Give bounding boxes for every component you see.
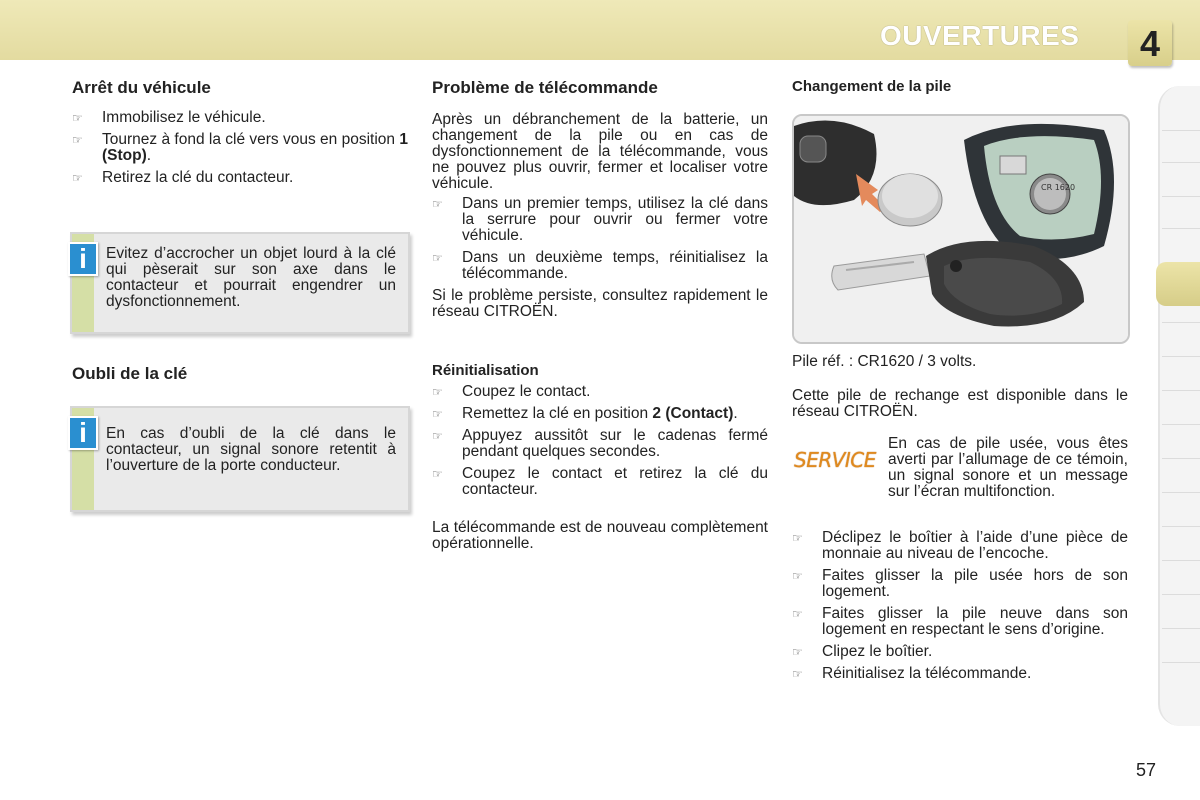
section-title-probleme: Problème de télécommande — [432, 78, 658, 97]
bullet-hand-icon: ☞ — [792, 607, 803, 621]
battery-label: CR 1620 — [1041, 183, 1076, 192]
tab-divider — [1162, 356, 1200, 357]
bullet-hand-icon: ☞ — [792, 667, 803, 681]
bullet-hand-icon: ☞ — [72, 171, 83, 185]
bullet-hand-icon: ☞ — [432, 197, 443, 211]
tab-divider — [1162, 492, 1200, 493]
page-number: 57 — [1136, 760, 1157, 780]
info-icon: i — [68, 416, 98, 450]
tab-divider — [1162, 130, 1200, 131]
tab-divider — [1162, 390, 1200, 391]
list-item: ☞ Appuyez aussitôt sur le cadenas fermé pendant quelques secondes. — [432, 427, 768, 460]
list-item: ☞ Tournez à fond la clé vers vous en position 1 (Stop). — [72, 131, 408, 164]
section-title-pile: Changement de la pile — [792, 78, 952, 95]
bullet-hand-icon: ☞ — [72, 111, 83, 125]
key-illustration — [794, 116, 1128, 342]
service-warning-icon: SERVICE — [794, 448, 876, 472]
chapter-title: OUVERTURES — [880, 20, 1080, 51]
tab-divider — [1162, 458, 1200, 459]
section-title-arret: Arrêt du véhicule — [72, 78, 211, 97]
list-item: ☞ Déclipez le boîtier à l’aide d’une pièce de monnaie au niveau de l’encoche. — [792, 529, 1128, 562]
tab-divider — [1162, 560, 1200, 561]
bullet-hand-icon: ☞ — [792, 569, 803, 583]
bullet-hand-icon: ☞ — [432, 407, 443, 421]
bullet-hand-icon: ☞ — [432, 467, 443, 481]
tab-divider — [1162, 628, 1200, 629]
bullet-hand-icon: ☞ — [432, 429, 443, 443]
bullet-hand-icon: ☞ — [792, 645, 803, 659]
section-title-reinit: Réinitialisation — [432, 362, 539, 379]
tab-divider — [1162, 162, 1200, 163]
list-item: ☞ Faites glisser la pile neuve dans son logement en respectant le sens d’origine. — [792, 605, 1128, 638]
list-item: ☞ Coupez le contact. — [432, 383, 591, 400]
info-text: En cas d’oubli de la clé dans le contacteur, un signal sonore retentit à l’ouverture de la porte conducteur. — [106, 425, 396, 474]
chapter-number: 4 — [1128, 20, 1172, 66]
probleme-intro: Après un débranchement de la batterie, un changement de la pile ou en cas de dysfonctionnement de la télécommande, vous ne pouvez plus ouvrir, fermer et localiser votre véhicule. — [432, 111, 768, 192]
tab-divider — [1162, 322, 1200, 323]
reinit-list — [432, 384, 768, 504]
tab-divider — [1162, 526, 1200, 527]
list-item: ☞ Coupez le contact et retirez la clé du contacteur. — [432, 465, 768, 498]
info-icon: i — [68, 242, 98, 276]
list-item: ☞ Faites glisser la pile usée hors de son logement. — [792, 567, 1128, 600]
tab-active-chapter[interactable] — [1156, 262, 1200, 306]
list-item: ☞ Remettez la clé en position 2 (Contact). — [432, 405, 738, 422]
list-item: ☞ Retirez la clé du contacteur. — [72, 169, 294, 186]
tab-divider — [1162, 424, 1200, 425]
reinit-final: La télécommande est de nouveau complètement opérationnelle. — [432, 519, 768, 552]
bullet-hand-icon: ☞ — [432, 251, 443, 265]
pile-reference: Pile réf. : CR1620 / 3 volts. — [792, 353, 977, 370]
bullet-hand-icon: ☞ — [792, 531, 803, 545]
pile-steps — [792, 530, 1128, 688]
arret-list — [72, 110, 408, 192]
tab-divider — [1162, 196, 1200, 197]
tab-divider — [1162, 228, 1200, 229]
probleme-steps — [432, 196, 768, 288]
tab-divider — [1162, 662, 1200, 663]
probleme-persist: Si le problème persiste, consultez rapidement le réseau CITROËN. — [432, 287, 768, 320]
service-text: En cas de pile usée, vous êtes averti par l’allumage de ce témoin, un signal sonore et un message sur l’écran multifonction. — [888, 435, 1128, 500]
list-item: ☞ Dans un premier temps, utilisez la clé dans la serrure pour ouvrir ou fermer votre véhicule. — [432, 195, 768, 244]
list-item: ☞ Immobilisez le véhicule. — [72, 109, 266, 126]
section-title-oubli: Oubli de la clé — [72, 364, 188, 383]
bullet-hand-icon: ☞ — [72, 133, 83, 147]
info-box-accroche — [70, 232, 410, 334]
list-item: ☞ Dans un deuxième temps, réinitialisez la télécommande. — [432, 249, 768, 282]
list-item: ☞ Clipez le boîtier. — [792, 643, 933, 660]
info-text: Evitez d’accrocher un objet lourd à la clé qui pèserait sur son axe dans le contacteur et pourrait engendrer un dysfonctionnement. — [106, 245, 396, 310]
chapter-tabs — [1158, 86, 1200, 726]
list-item: ☞ Réinitialisez la télécommande. — [792, 665, 1032, 682]
info-box-oubli — [70, 406, 410, 512]
bullet-hand-icon: ☞ — [432, 385, 443, 399]
pile-disponible: Cette pile de rechange est disponible dans le réseau CITROËN. — [792, 387, 1128, 420]
tab-divider — [1162, 594, 1200, 595]
battery-change-photo — [792, 114, 1130, 344]
